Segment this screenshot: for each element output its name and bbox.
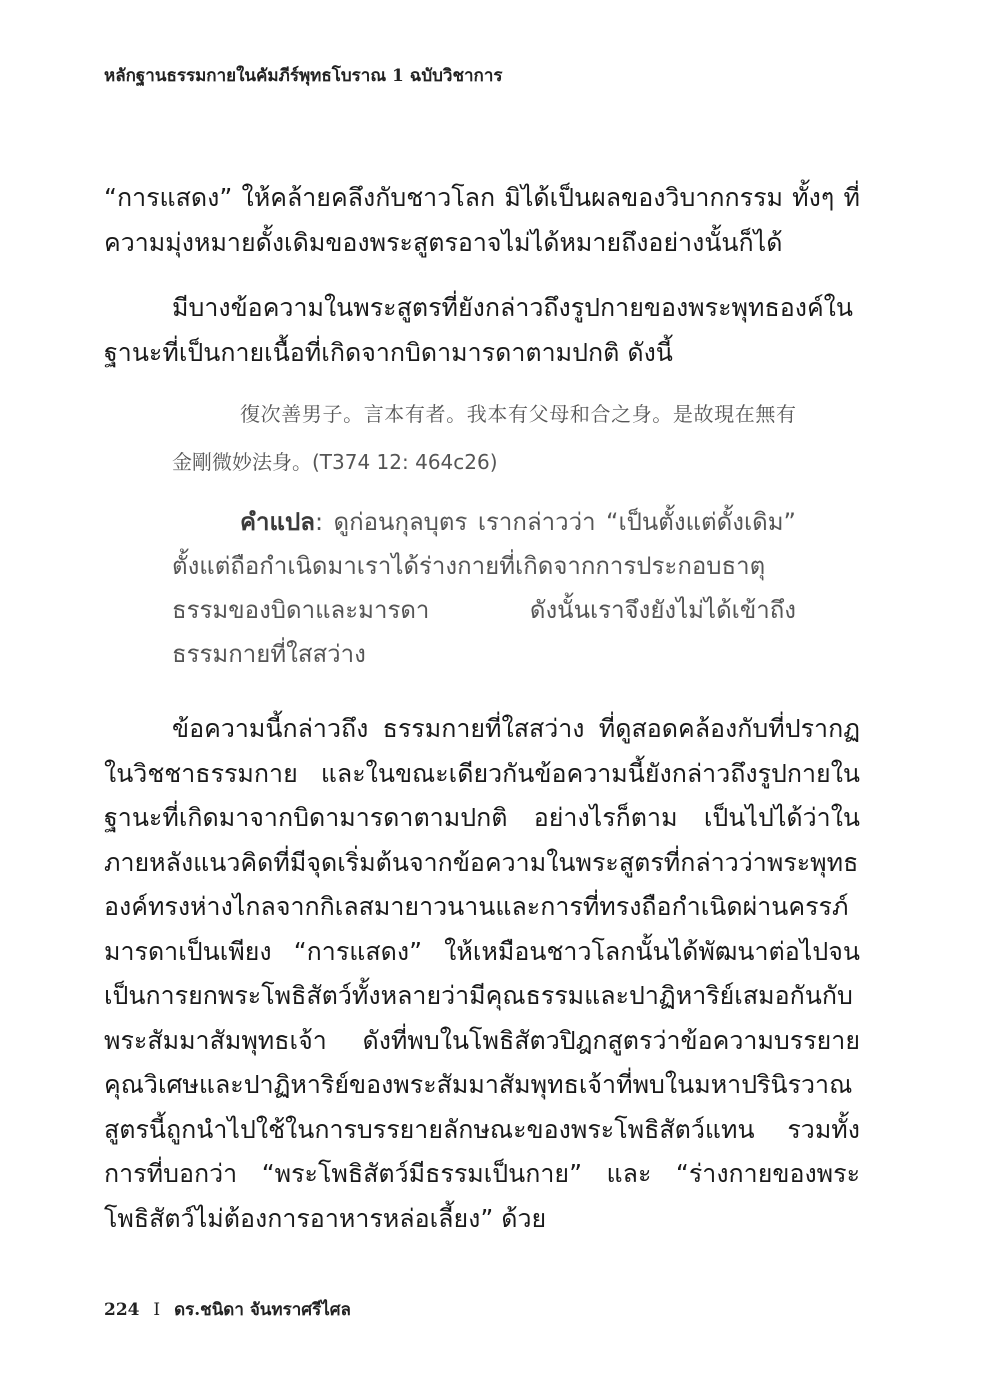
page-number: 224 <box>104 1300 140 1320</box>
chinese-quote-block <box>172 390 796 486</box>
translation-block <box>172 500 796 676</box>
author-name: ดร.ชนิดา จันทราศรีไศล <box>174 1300 351 1320</box>
translation-label-separator: : <box>314 508 324 536</box>
chinese-quote-text: 復次善男子。言本有者。我本有父母和合之身。是故現在無有金剛微妙法身。 <box>172 402 796 474</box>
footer-separator: I <box>153 1300 161 1320</box>
translation-label: คำแปล <box>240 508 315 536</box>
paragraph-analysis: ข้อความนี้กล่าวถึง ธรรมกายที่ใสสว่าง ที่ดูสอดคล้องกับที่ปรากฏในวิชชาธรรมกาย และในขณะเดียวกันข้อความนี้ยังกล่าวถึงรูปกายในฐานะที่เกิดมาจากบิดามารดาตามปกติ อย่างไรก็ตาม เป็นไปได้ว่าในภายหลังแนวคิดที่มีจุดเริ่มต้นจากข้อความในพระสูตรที่กล่าวว่าพระพุทธองค์ทรงห่างไกลจากกิเลสมายาวนานและการที่ทรงถือกำเนิดผ่านครรภ์มารดาเป็นเพียง “การแสดง” ให้เหมือนชาวโลกนั้นได้พัฒนาต่อไปจนเป็นการยกพระโพธิสัตว์ทั้งหลายว่ามีคุณธรรมและปาฏิหาริย์เสมอกันกับพระสัมมาสัมพุทธเจ้า ดังที่พบในโพธิสัตวปิฎกสูตรว่าข้อความบรรยายคุณวิเศษและปาฏิหาริย์ของพระสัมมาสัมพุทธเจ้าที่พบในมหาปรินิรวาณสูตรนี้ถูกนำไปใช้ในการบรรยายลักษณะของพระโพธิสัตว์แทน รวมทั้งการที่บอกว่า “พระโพธิสัตว์มีธรรมเป็นกาย” และ “ร่างกายของพระโพธิสัตว์ไม่ต้องการอาหารหล่อเลี้ยง” ด้วย <box>104 714 860 1233</box>
paragraph-intro-quote: มีบางข้อความในพระสูตรที่ยังกล่าวถึงรูปกายของพระพุทธองค์ในฐานะที่เป็นกายเนื้อที่เกิดจากบิดามารดาตามปกติ ดังนี้ <box>104 293 853 367</box>
running-head-title: หลักฐานธรรมกายในคัมภีร์พุทธโบราณ 1 ฉบับวิชาการ <box>104 66 503 86</box>
page-footer <box>104 1296 351 1323</box>
quote-citation: (T374 12: 464c26) <box>312 450 498 474</box>
paragraph-continuation: “การแสดง” ให้คล้ายคลึงกับชาวโลก มิได้เป็นผลของวิบากกรรม ทั้งๆ ที่ความมุ่งหมายดั้งเดิมของพระสูตรอาจไม่ได้หมายถึงอย่างนั้นก็ได้ <box>104 183 860 257</box>
translation-text: ดูก่อนกุลบุตร เรากล่าวว่า “เป็นตั้งแต่ดั้งเดิม” ตั้งแต่ถือกำเนิดมาเราได้ร่างกายที่เกิดจากการประกอบธาตุธรรมของบิดาและมารดา ดังนั้นเราจึงยังไม่ได้เข้าถึงธรรมกายที่ใสสว่าง <box>172 508 796 668</box>
